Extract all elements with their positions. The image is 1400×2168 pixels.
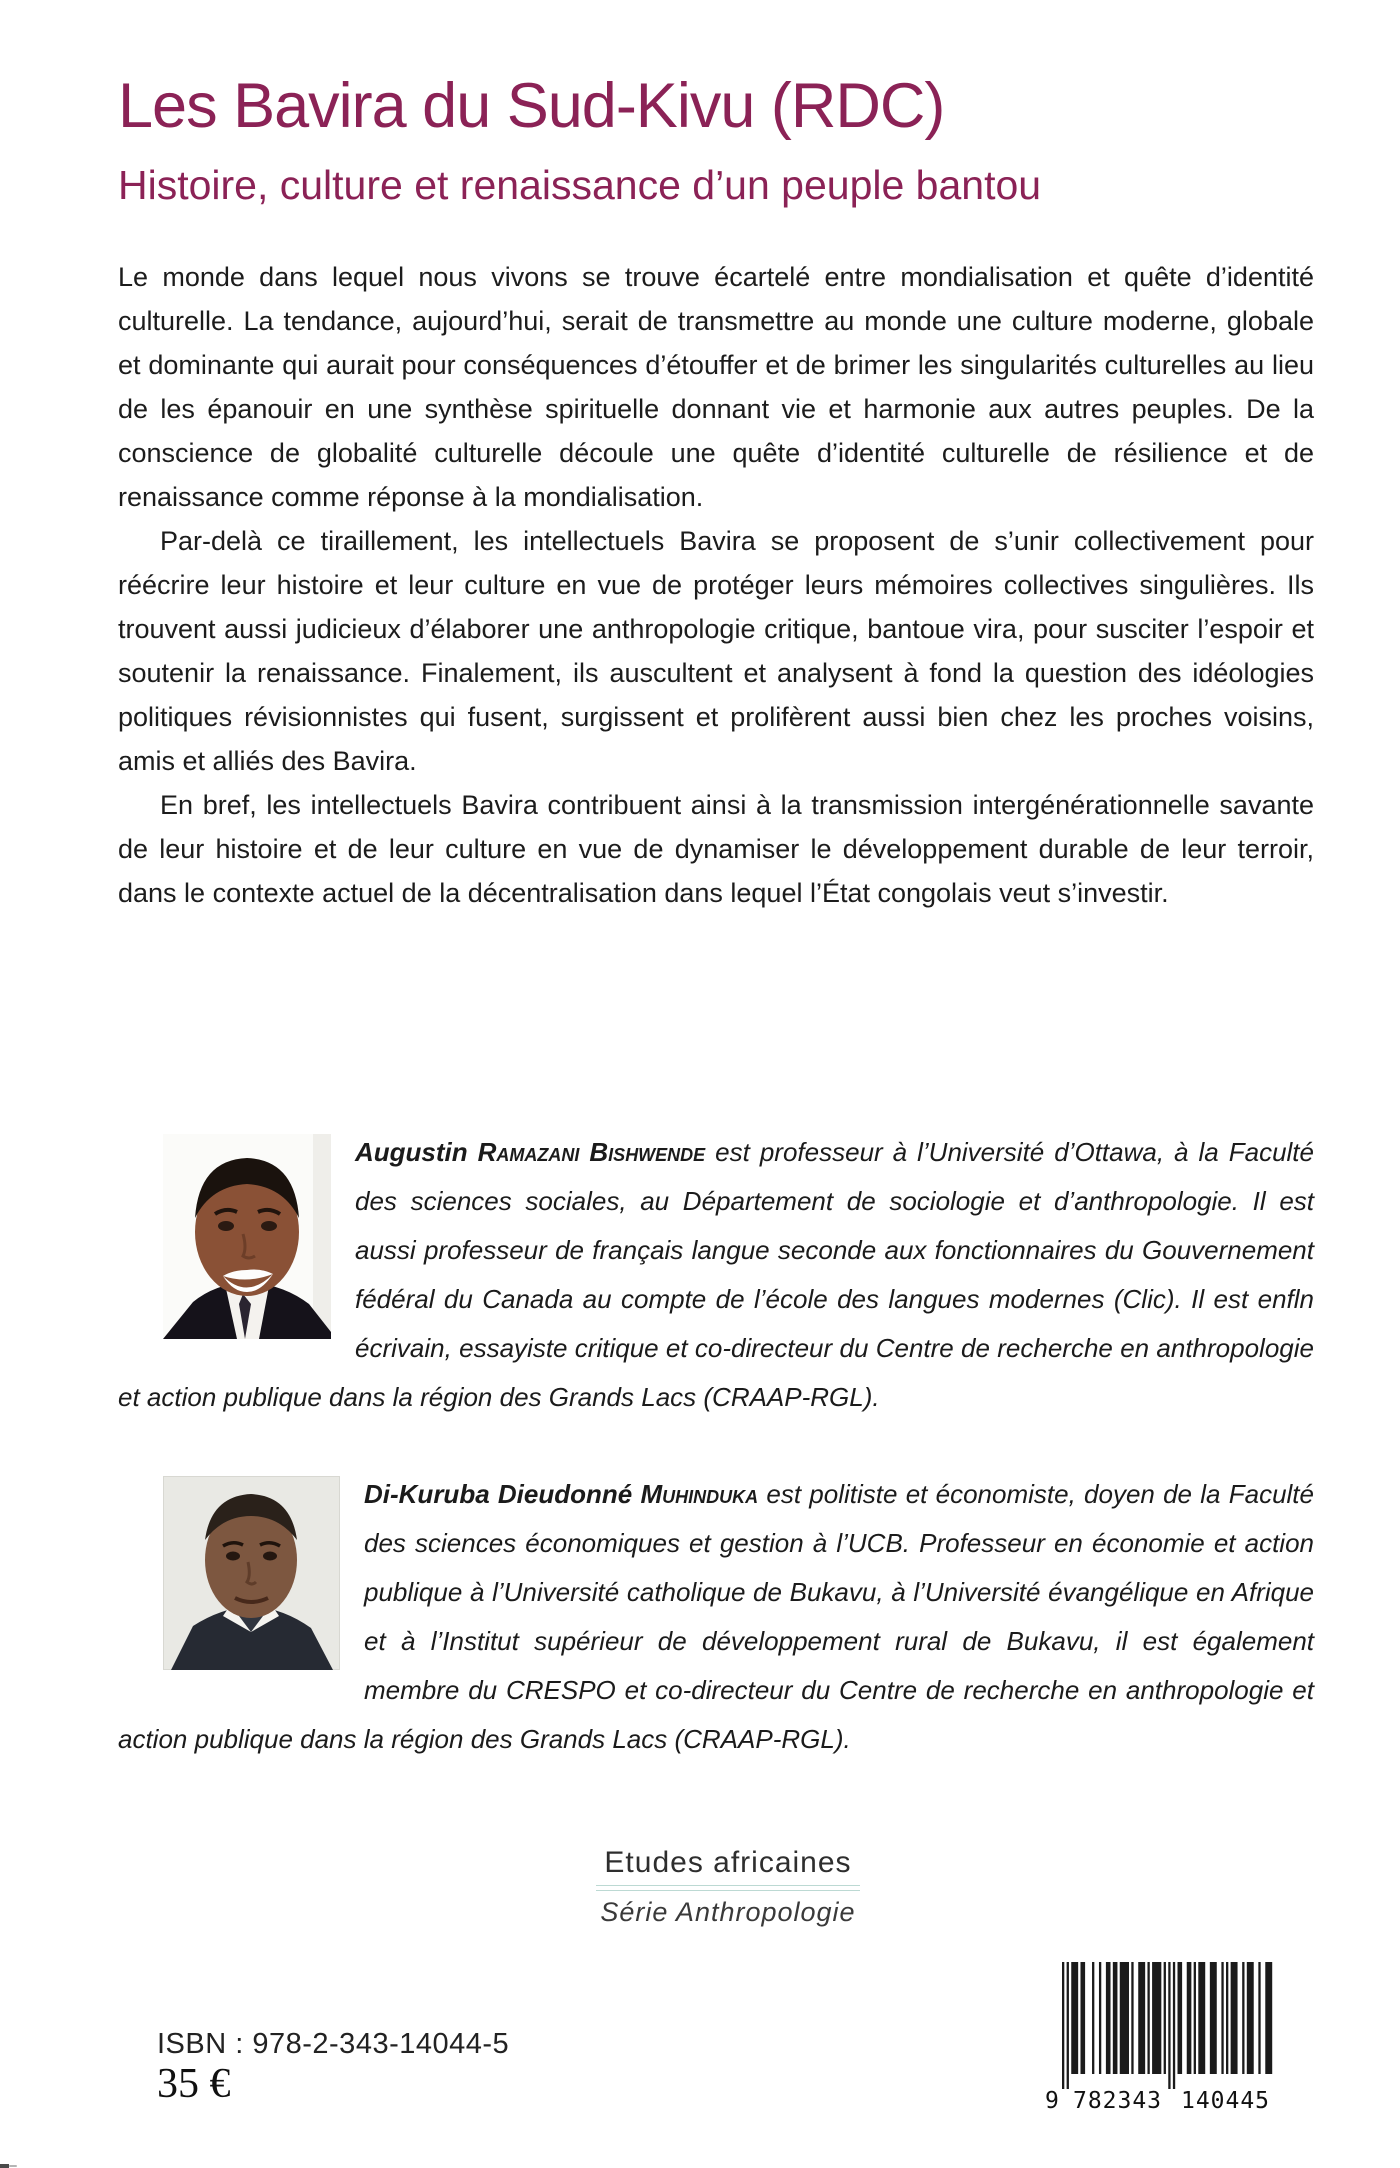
author-name-caps-2: Muhinduka: [640, 1479, 759, 1509]
collection-underline: [596, 1885, 860, 1891]
ean13-barcode: [1042, 1962, 1304, 2114]
author-bio-text-1: est professeur à l’Université d’Ottawa, à la Faculté des sciences sociales, au Département de sociologie et d’anthropologie. Il est aussi professeur de français langue seconde aux fonctionnaires du Gouvernement fédéral du Canada au compte de l’école des langues modernes (Clic). Il est enfln écrivain, essayiste critique et co-directeur du Centre de recherche en anthropologie et action publique dans la région des Grands Lacs (CRAAP-RGL).: [118, 1137, 1314, 1412]
crop-mark: [0, 2163, 18, 2168]
collection-block: [578, 1846, 878, 1928]
back-cover-blurb: [118, 255, 1314, 915]
blurb-paragraph-3: En bref, les intellectuels Bavira contribuent ainsi à la transmission intergénérationnelle savante de leur histoire et de leur culture en vue de dynamiser le développement durable de leur terroir, dans le contexte actuel de la décentralisation dans lequel l’État congolais veut s’investir.: [118, 790, 1314, 908]
barcode-digits-mid: 782343: [1073, 2088, 1161, 2114]
series-name: Série Anthropologie: [600, 1897, 856, 1927]
author-bio-2: [118, 1470, 1314, 1764]
blurb-paragraph-2: Par-delà ce tiraillement, les intellectuels Bavira se proposent de s’unir collectivement pour réécrire leur histoire et leur culture en vue de protéger leurs mémoires collectives singulières. Ils trouvent aussi judicieux d’élaborer une anthropologie critique, bantoue vira, pour susciter l’espoir et soutenir la renaissance. Finalement, ils auscultent et analysent à fond la question des idéologies politiques révisionnistes qui fusent, surgissent et prolifèrent aussi bien chez les proches voisins, amis et alliés des Bavira.: [118, 526, 1314, 776]
book-subtitle: Histoire, culture et renaissance d’un peuple bantou: [118, 162, 1042, 208]
blurb-paragraph-1: Le monde dans lequel nous vivons se trouve écartelé entre mondialisation et quête d’identité culturelle. La tendance, aujourd’hui, serait de transmettre au monde une culture moderne, globale et dominante qui aurait pour conséquences d’étouffer et de brimer les singularités culturelles au lieu de les épanouir en une synthèse spirituelle donnant vie et harmonie aux autres peuples. De la conscience de globalité culturelle découle une quête d’identité culturelle de résilience et de renaissance comme réponse à la mondialisation.: [118, 262, 1314, 512]
author-name-first-1: Augustin: [355, 1137, 468, 1167]
author-bio-1: [118, 1128, 1314, 1422]
price-text: 35 €: [157, 2061, 231, 2107]
collection-name: Etudes africaines: [604, 1846, 852, 1879]
author-photo-1: [163, 1134, 331, 1339]
book-title: Les Bavira du Sud-Kivu (RDC): [118, 71, 945, 141]
author-name-caps-1: Ramazani Bishwende: [477, 1137, 706, 1167]
author-photo-2: [163, 1476, 340, 1670]
isbn-text: ISBN : 978-2-343-14044-5: [157, 2028, 510, 2060]
author-bio-text-2: est politiste et économiste, doyen de la Faculté des sciences économiques et gestion à l’UCB. Professeur en économie et action publique à l’Université catholique de Bukavu, à l’Université évangélique en Afrique et à l’Institut supérieur de développement rural de Bukavu, il est également membre du CRESPO et co-directeur du Centre de recherche en anthropologie et action publique dans la région des Grands Lacs (CRAAP-RGL).: [118, 1479, 1314, 1754]
barcode-digit-left: 9: [1045, 2088, 1059, 2114]
barcode-digits-right: 140445: [1181, 2088, 1269, 2114]
author-name-first-2: Di-Kuruba Dieudonné: [364, 1479, 633, 1509]
